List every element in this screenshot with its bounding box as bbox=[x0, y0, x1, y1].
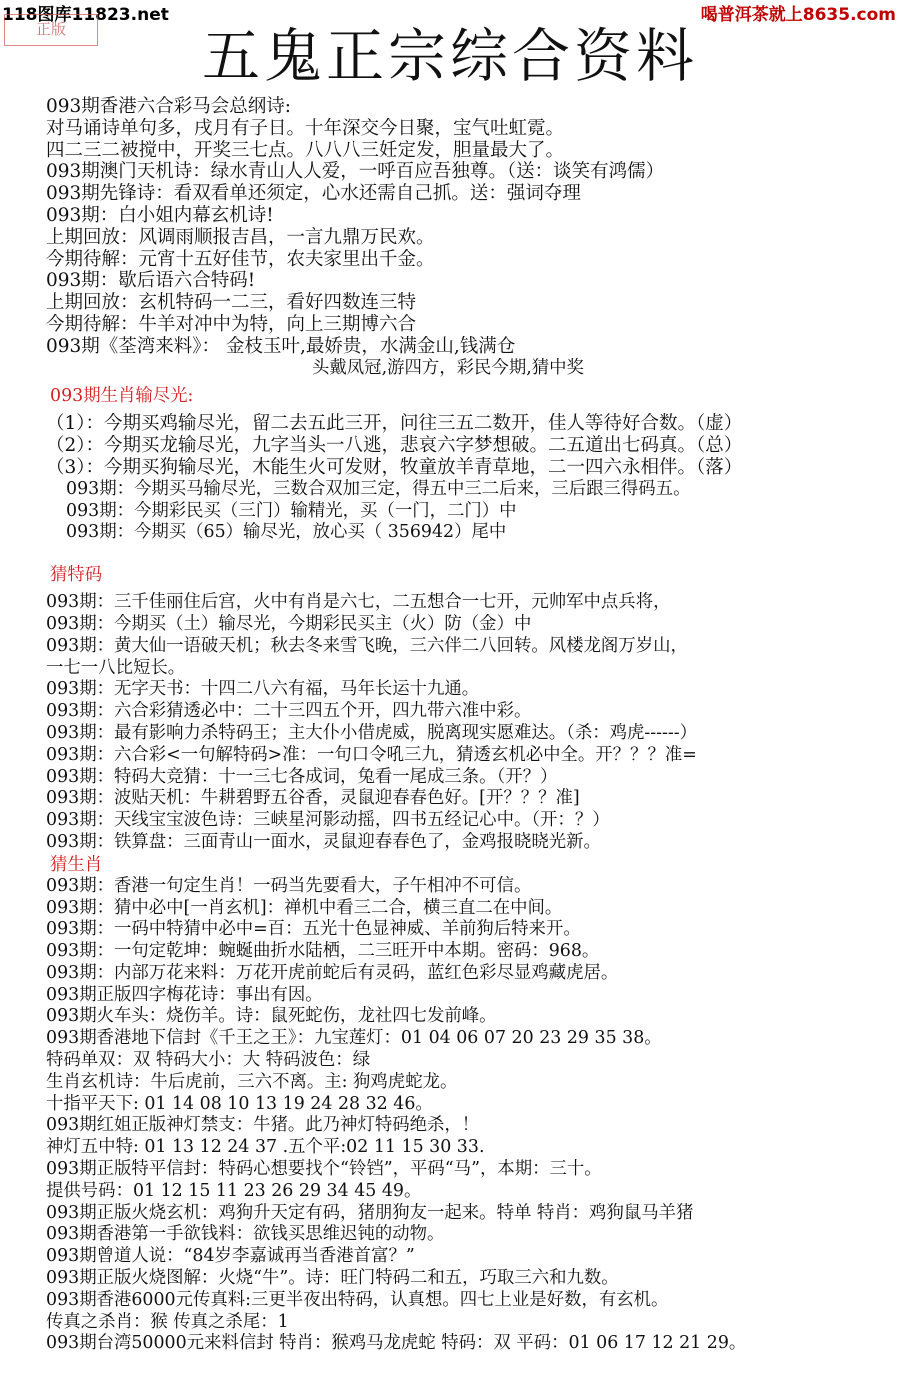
text-line: 093期：最有影响力杀特码王；主大仆小借虎威，脱离现实愿难达。（杀：鸡虎------） bbox=[46, 722, 698, 743]
text-line: 提供号码：01 12 15 11 23 26 29 34 45 49。 bbox=[46, 1180, 422, 1201]
text-line: 093期台湾50000元来料信封 特肖：猴鸡马龙虎蛇 特码：双 平码：01 06 17 12 21 29。 bbox=[46, 1333, 747, 1354]
block-zodiac-lose-extra bbox=[46, 479, 896, 544]
text-line: 093期：歇后语六合特码! bbox=[46, 270, 256, 292]
site-watermark-left[interactable]: 118图库11823.net bbox=[2, 5, 169, 25]
text-line: 093期：天线宝宝波色诗：三峡星河影动摇，四书五经记心中。（开：？） bbox=[46, 810, 610, 831]
section-title-guess-zodiac: 猜生肖 bbox=[50, 854, 103, 875]
text-line: 093期先锋诗：看双看单还须定，心水还需自己抓。送：强词夺理 bbox=[46, 183, 581, 205]
text-line: 093期香港6000元传真料:三更半夜出特码，认真想。四七上业是好数，有玄机。 bbox=[46, 1289, 669, 1310]
top-bar bbox=[0, 0, 900, 25]
block-guess-special bbox=[46, 592, 896, 854]
block-intro bbox=[46, 96, 896, 358]
block-zodiac-lose bbox=[46, 413, 896, 478]
text-line: 093期：今期彩民买（三门）输精光，买（一门，二门）中 bbox=[66, 500, 517, 521]
text-line: 093期澳门天机诗：绿水青山人人爱，一呼百应吾独尊。（送：谈笑有鸿儒） bbox=[46, 161, 665, 183]
text-line: 093期：六合彩<一句解特码>准：一句口令吼三九，猜透玄机必中全。开？？？准= bbox=[46, 744, 697, 765]
text-line: 093期：香港一句定生肖！一码当先要看大，子午相冲不可信。 bbox=[46, 875, 532, 896]
text-line: 093期：铁算盘：三面青山一面水，灵鼠迎春春色了，金鸡报晓晓光新。 bbox=[46, 831, 601, 852]
text-line: 上期回放：玄机特码一二三，看好四数连三特 bbox=[46, 292, 417, 314]
text-line: 093期正版火烧图解：火烧“牛”。诗：旺门特码二和五，巧取三六和九数。 bbox=[46, 1268, 619, 1289]
text-line: 093期：一码中特猜中必中=百：五光十色显神威、羊前狗后特来开。 bbox=[46, 919, 581, 940]
site-watermark-right[interactable]: 喝普洱茶就上8635.com bbox=[700, 5, 896, 25]
text-line: 093期：猜中必中[一肖玄机]：禅机中看三二合，横三直二在中间。 bbox=[46, 897, 563, 918]
text-line: 一七一八比短长。 bbox=[46, 657, 186, 678]
text-line: 十指平天下: 01 14 08 10 13 19 24 28 32 46。 bbox=[46, 1093, 433, 1114]
text-line: 093期：特码大竞猜：十一三七各成词，兔看一尾成三条。（开？） bbox=[46, 766, 558, 787]
text-line: 093期：白小姐内幕玄机诗! bbox=[46, 204, 274, 226]
text-line: （3）：今期买狗输尽光，木能生火可发财，牧童放羊青草地，二一四六永相伴。（落） bbox=[46, 456, 743, 478]
text-line-continuation: 头戴凤冠,游四方，彩民今期,猜中奖 bbox=[312, 357, 584, 378]
section-title-zodiac-lose: 093期生肖输尽光: bbox=[50, 386, 194, 407]
text-line: 对马诵诗单句多，戌月有子日。十年深交今日聚，宝气吐虹霓。 bbox=[46, 117, 565, 139]
text-line: 093期：一句定乾坤：蜿蜒曲折水陆栖，二三旺开中本期。密码：968。 bbox=[46, 941, 600, 962]
text-line: 093期：今期买马输尽光，三数合双加三定，得五中三二后来，三后跟三得码五。 bbox=[66, 478, 691, 499]
text-line: 093期火车头：烧伤羊。诗：鼠死蛇伤，龙社四七发前峰。 bbox=[46, 1006, 497, 1027]
section-title-guess-special: 猜特码 bbox=[50, 565, 103, 586]
text-line: 特码单双：双 特码大小：大 特码波色：绿 bbox=[46, 1050, 371, 1071]
text-line: 093期：无字天书：十四二八六有福，马年长运十九通。 bbox=[46, 679, 480, 700]
text-line: 093期：今期买（土）输尽光，今期彩民买主（火）防（金）中 bbox=[46, 613, 532, 634]
text-line: 093期曾道人说：“84岁李嘉诚再当香港首富？” bbox=[46, 1246, 415, 1267]
text-line: 093期：今期买（65）输尽光，放心买（ 356942）尾中 bbox=[66, 522, 507, 543]
text-line: 093期香港六合彩马会总纲诗: bbox=[46, 96, 292, 117]
page-title: 五鬼正宗综合资料 bbox=[201, 22, 698, 90]
text-line: 生肖玄机诗：牛后虎前，三六不离。主: 狗鸡虎蛇龙。 bbox=[46, 1071, 458, 1092]
document-body bbox=[46, 96, 896, 1355]
text-line: 093期《荃湾来料》： 金枝玉叶,最娇贵，水满金山,钱满仓 bbox=[46, 335, 516, 357]
text-line: 093期：波贴天机：牛耕碧野五谷香，灵鼠迎春春色好。[开？？？准] bbox=[46, 788, 580, 809]
text-line: 传真之杀肖：猴 传真之杀尾：1 bbox=[46, 1311, 289, 1332]
text-line: （1）：今期买鸡输尽光，留二去五此三开，问往三五二数开，佳人等待好合数。（虚） bbox=[46, 413, 743, 435]
text-line: 093期：黄大仙一语破天机；秋去冬来雪飞晚，三六伴二八回转。风楼龙阁万岁山， bbox=[46, 635, 688, 656]
stamp-badge: 正版 bbox=[4, 14, 98, 46]
text-line: 四二三二被搅中，开奖三七点。八八八三妊定发，胆量最大了。 bbox=[46, 139, 565, 161]
text-line: 093期：内部万花来料：万花开虎前蛇后有灵码，蓝红色彩尽显鸡藏虎居。 bbox=[46, 962, 619, 983]
text-line: 上期回放：风调雨顺报吉昌，一言九鼎万民欢。 bbox=[46, 226, 435, 248]
block-guess-zodiac bbox=[46, 876, 896, 1356]
text-line: 093期正版特平信封：特码心想要找个“铃铛”，平码“马”，本期：三十。 bbox=[46, 1159, 602, 1180]
text-line: 093期正版火烧玄机：鸡狗升天定有码，猪朋狗友一起来。特单 特肖：鸡狗鼠马羊猪 bbox=[46, 1202, 694, 1223]
text-line: 093期香港地下信封《千王之王》：九宝莲灯：01 04 06 07 20 23 29 35 38。 bbox=[46, 1028, 662, 1049]
text-line: 093期：六合彩猜透必中：二十三四五个开，四九带六准中彩。 bbox=[46, 701, 532, 722]
text-line: 093期香港第一手欲钱料：欲钱买思维迟钝的动物。 bbox=[46, 1224, 445, 1245]
text-line: （2）：今期买龙输尽光，九字当头一八逃，悲哀六字梦想破。二五道出七码真。（总） bbox=[46, 435, 743, 457]
text-line: 今期待解：牛羊对冲中为特，向上三期博六合 bbox=[46, 313, 417, 335]
text-line: 神灯五中特: 01 13 12 24 37 .五个平:02 11 15 30 33. bbox=[46, 1137, 485, 1158]
text-line: 093期正版四字梅花诗：事出有因。 bbox=[46, 984, 323, 1005]
text-line: 093期：三千佳丽住后宫，火中有肖是六七，二五想合一七开，元帅军中点兵将， bbox=[46, 592, 671, 613]
text-line: 093期红姐正版神灯禁支：牛猪。此乃神灯特码绝杀，！ bbox=[46, 1115, 480, 1136]
text-line: 今期待解：元宵十五好佳节，农夫家里出千金。 bbox=[46, 248, 435, 270]
